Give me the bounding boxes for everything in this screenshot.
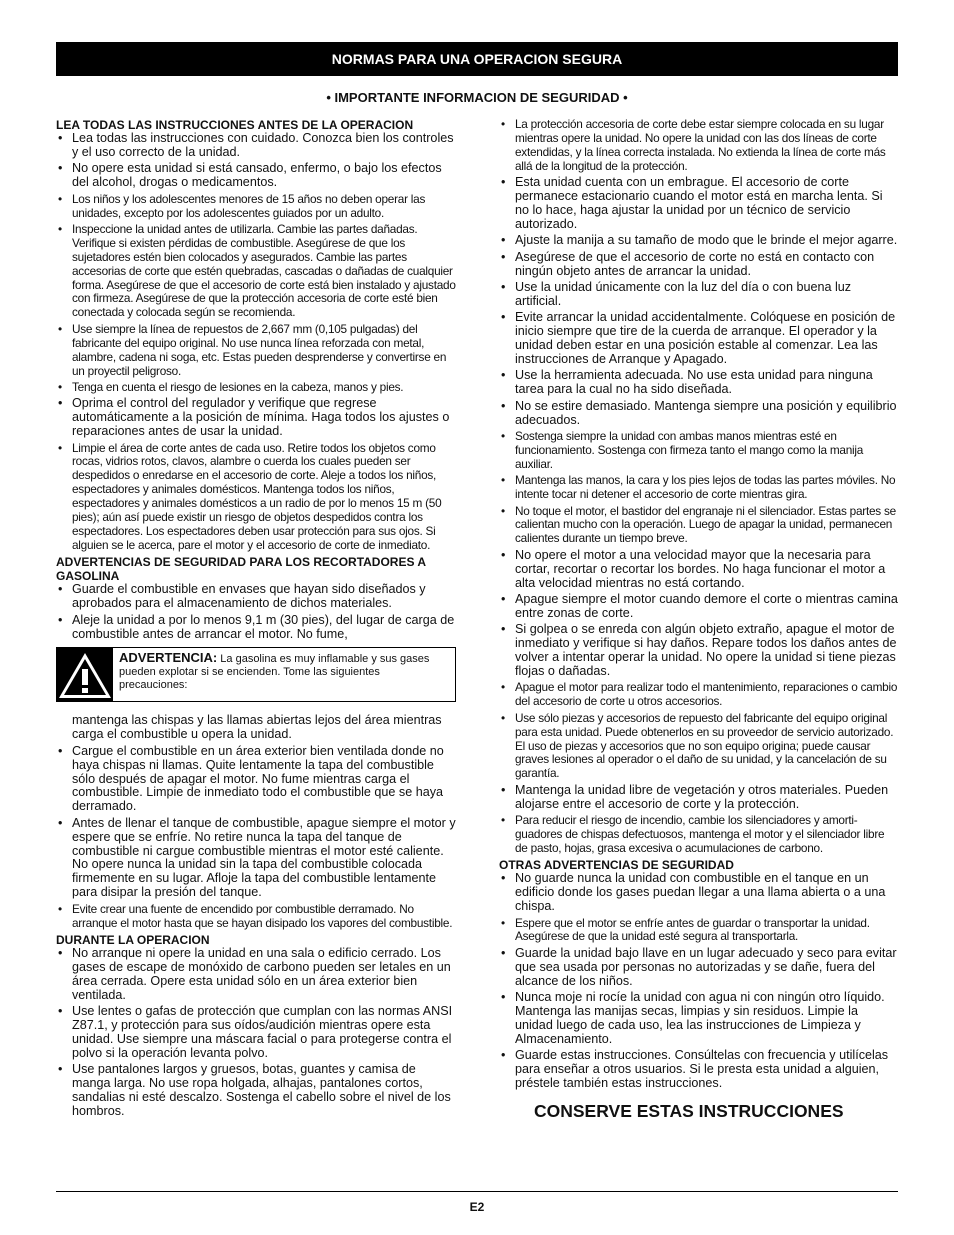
list-item: • Nunca moje ni rocíe la unidad con agua ni con ningún otro líquido. Mantenga las manijas secas, limpias y sin residuos. Limpie la unidad luego de cada uso, lea las instrucciones de Limpieza y Almacenamiento. [499,991,899,1047]
section-subtitle: • IMPORTANTE INFORMACION DE SEGURIDAD • [326,90,628,105]
footer-divider [56,1191,898,1192]
list-item: • Use siempre la línea de repuestos de 2,667 mm (0,105 pulgadas) del fabricante del equipo original. No use nunca línea reforzada con metal, alambre, cadena ni soga, etc. Estas pueden desprenderse y convertirse en un proyectil peligroso. [56,323,456,379]
list-item: • Use la unidad únicamente con la luz del día o con buena luz artificial. [499,281,899,309]
list-item: • Mantenga la unidad libre de vegetación y otros materiales. Pueden alojarse entre el accesorio de corte y la protección. [499,784,899,812]
list-item: • Espere que el motor se enfríe antes de guardar o transportar la unidad. Asegúrese de que la unidad esté segura al transportarla. [499,917,899,945]
list-item: • Use lentes o gafas de protección que cumplan con las normas ANSI Z87.1, y protección para sus oídos/audición mientras opere esta unidad. Use siempre una máscara facial o para protegerse contra el polvo si la operación levanta polvo. [56,1005,456,1061]
left-column [56,118,456,1121]
list-item: • Use pantalones largos y gruesos, botas, guantes y camisa de manga larga. No use ropa holgada, alhajas, pantalones cortos, sandalias ni esté descalzo. Sostenga el cabello sobre el nivel de los hombros. [56,1063,456,1119]
continuation-text: mantenga las chispas y las llamas abiertas lejos del área mientras carga el combustible u opera la unidad. [72,713,442,742]
list-item: • Asegúrese de que el accesorio de corte no está en contacto con ningún objeto antes de arrancar la unidad. [499,251,899,279]
list-item: • No se estire demasiado. Mantenga siempre una posición y equilibrio adecuados. [499,400,899,428]
list-item: • Apague siempre el motor cuando demore el corte o mientras camina entre zonas de corte. [499,593,899,621]
list-item: • Guarde el combustible en envases que hayan sido diseñados y aprobados para el almacenamiento de dichos materiales. [56,583,456,611]
list-item: • No arranque ni opere la unidad en una sala o edificio cerrado. Los gases de escape de monóxido de carbono pueden ser letales en un área cerrada. Opere esta unidad sólo en un área exterior bien ventilada. [56,947,456,1003]
list-item: • Guarde estas instrucciones. Consúltelas con frecuencia y utilícelas para enseñar a otros usuarios. Si le presta esta unidad a alguien, préstele también estas instrucciones. [499,1049,899,1091]
warning-body: La gasolina es muy inflamable y sus gases pueden explotar si se encienden. Tome las siguientes precauciones: [119,653,430,692]
heading-during-operation: DURANTE LA OPERACION [56,933,210,947]
list-item: • Mantenga las manos, la cara y los pies lejos de todas las partes móviles. No intente tocar ni detener el accesorio de corte mientras gira. [499,474,899,502]
warning-label: ADVERTENCIA: [119,650,218,666]
list-item: • Lea todas las instrucciones con cuidado. Conozca bien los controles y el uso correcto de la unidad. [56,132,456,160]
section-title: NORMAS PARA UNA OPERACION SEGURA [331,51,623,67]
list-item: • Evite arrancar la unidad accidentalmente. Colóquese en posición de inicio siempre que tire de la cuerda de arranque. El operador y la unidad deben estar en una posición estable al comenzar. Lea las instrucciones de Arranque y Apagado. [499,311,899,367]
list-other-warnings [499,872,899,1091]
list-item: • Evite crear una fuente de encendido por combustible derramado. No arranque el motor hasta que se hayan disipado los vapores del combustible. [56,903,456,931]
list-during-operation [56,947,456,1119]
heading-other-warnings: OTRAS ADVERTENCIAS DE SEGURIDAD [499,858,734,873]
list-item: • No opere el motor a una velocidad mayor que la necesaria para cortar, recortar o recortar los bordes. No haga funcionar el motor a alta velocidad mientras no está cortando. [499,549,899,591]
list-fuel-handling [56,745,456,931]
list-item: • Use sólo piezas y accesorios de repuesto del fabricante del equipo original para esta unidad. Puede obtenerlos en su proveedor de servicio autorizado. El uso de piezas y accesorios que no son equipo origina; puede causar graves lesiones al operador o el daño de su unidad, y la cancelación de su garantía. [499,712,899,782]
right-column [499,118,899,1119]
list-item: • Los niños y los adolescentes menores de 15 años no deben operar las unidades, excepto por los adolescentes guiados por un adulto. [56,193,456,221]
list-item: • Si golpea o se enreda con algún objeto extraño, apague el motor de inmediato y verifique si hay daños. Repare todos los daños antes de volver a intentar operar la unidad. No opere la unidad si tiene piezas flojas o dañadas. [499,623,899,679]
list-item: • La protección accesoria de corte debe estar siempre colocada en su lugar mientras opere la unidad. No opere la unidad con las dos líneas de corte extendidas, y la línea correcta instalada. No extienda la línea de corte más allá de la longitud de la protección. [499,118,899,174]
list-item: • Esta unidad cuenta con un embrague. El accesorio de corte permanece estacionario cuando el motor está en marcha lenta. Si no lo hace, haga ajustar la unidad por un técnico de servicio autorizado. [499,176,899,232]
list-item: • Ajuste la manija a su tamaño de modo que le brinde el mejor agarre. [499,234,899,248]
heading-gasoline-warnings: ADVERTENCIAS DE SEGURIDAD PARA LOS RECORTADORES A GASOLINA [56,555,426,584]
list-item: • No toque el motor, el bastidor del engranaje ni el silenciador. Estas partes se calientan mucho con la operación. Luego de apagar la unidad, permanecen calientes durante un tiempo breve. [499,505,899,547]
list-item: • Tenga en cuenta el riesgo de lesiones en la cabeza, manos y pies. [56,381,456,395]
section-title-bar [56,42,898,76]
list-item: • Inspeccione la unidad antes de utilizarla. Cambie las partes dañadas. Verifique si existen pérdidas de combustible. Asegúrese de que los sujetadores estén bien colocados y asegurados. Cambie las partes accesorias de corte que estén quebradas, cascadas o dañadas de cualquier forma. Asegúrese de que el accesorio de corte está bien instalado y ajustado con firmeza. Asegúrese de que la protección accesoria de corte esté bien conectada y colocada según se recomienda. [56,223,456,320]
list-item: • Antes de llenar el tanque de combustible, apague siempre el motor y espere que se enfríe. No retire nunca la tapa del tanque de combustible ni cargue combustible mientras el motor esté caliente. No opere nunca la unidad sin la tapa del combustible colocada firmemente en su lugar. Afloje la tapa del combustible lentamente para disipar la presión del tanque. [56,817,456,900]
list-item: • Sostenga siempre la unidad con ambas manos mientras esté en funcionamiento. Sostenga con firmeza tanto el mango como la manija auxiliar. [499,430,899,472]
list-read-instructions [56,132,456,553]
list-item: • No opere esta unidad si está cansado, enfermo, o bajo los efectos del alcohol, drogas o medicamentos. [56,162,456,190]
list-item: • Cargue el combustible en un área exterior bien ventilada donde no haya chispas ni llamas. Quite lentamente la tapa del combustible sólo después de apagar el motor. No fume mientras carga el combustible. Limpie de inmediato todo el combustible que se haya derramado. [56,745,456,815]
list-item: • Apague el motor para realizar todo el mantenimiento, reparaciones o cambio del accesorio de corte u otros accesorios. [499,681,899,709]
page-number: E2 [469,1200,485,1214]
conserve-instructions-title: CONSERVE ESTAS INSTRUCCIONES [534,1100,844,1121]
list-item: • No guarde nunca la unidad con combustible en el tanque en un edificio donde los gases puedan llegar a una llama abierta o a una chispa. [499,872,899,914]
list-gasoline-warnings [56,583,456,641]
warning-text [113,648,455,701]
list-item: • Use la herramienta adecuada. No use esta unidad para ninguna tarea para la cual no ha sido diseñada. [499,369,899,397]
list-item: • Guarde la unidad bajo llave en un lugar adecuado y seco para evitar que sea usada por personas no autorizadas y se dañe, fuera del alcance de los niños. [499,947,899,989]
warning-triangle-icon [57,648,113,701]
list-item: • Limpie el área de corte antes de cada uso. Retire todos los objetos como rocas, vidrios rotos, clavos, alambre o cuerda los cuales pueden ser despedidos o enredarse en el accesorio de corte. Aleje a todos los niños, espectadores y animales domésticos. Mantenga todos los niños, espectadores y animales domésticos a un radio de por lo menos 15 m (50 pies); aún así puede existir un riesgo de objetos despedidos contra los espectadores. Los espectadores deben usar protección para sus ojos. Si alguien se le acerca, pare el motor y el accesorio de corte de inmediato. [56,442,456,553]
list-operation-continued [499,118,899,856]
warning-box [56,647,456,702]
heading-read-instructions: LEA TODAS LAS INSTRUCCIONES ANTES DE LA OPERACION [56,118,414,132]
list-item: • Para reducir el riesgo de incendio, cambie los silenciadores y amorti-guadores de chispas defectuosos, mantenga el motor y el silenciador libre de pasto, hojas, grasa excesiva o acumulaciones de carbono. [499,814,899,856]
list-item: • Aleje la unidad a por lo menos 9,1 m (30 pies), del lugar de carga de combustible antes de arrancar el motor. No fume, [56,614,456,642]
list-item: • Oprima el control del regulador y verifique que regrese automáticamente a la posición de mínima. Haga todos los ajustes o reparaciones antes de usar la unidad. [56,397,456,439]
